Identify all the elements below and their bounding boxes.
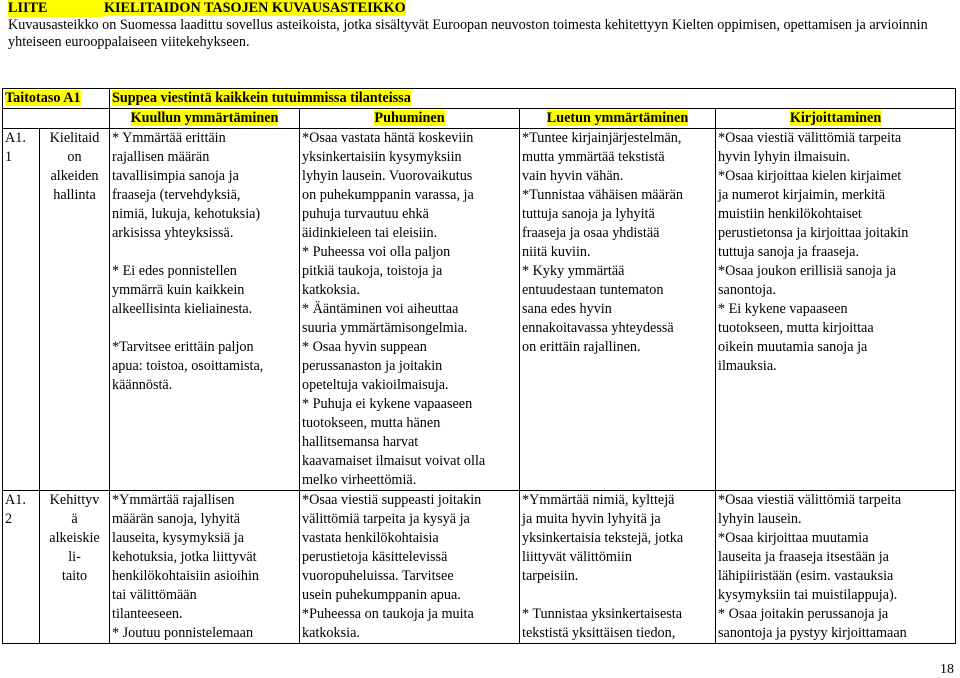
document-header <box>8 0 953 51</box>
reading-cell: *Ymmärtää nimiä, kylttejä ja muita hyvin lyhyitä ja yksinkertaisia tekstejä, jotka liittyvät välittömiin tarpeisiin. * Tunnistaa yksinkertaisesta tekstistä yksittäisen tiedon, <box>520 491 716 644</box>
reading-cell: *Tuntee kirjainjärjestelmän, mutta ymmärtää tekstistä vain hyvin vähän. *Tunnistaa vähäisen määrän tuttuja sanoja ja lyhyitä fraaseja ja osaa yhdistää niitä kuviin. * Kyky ymmärtää entuudestaan tuntematon sana edes hyvin ennakoitavassa yhteydessä on erittäin rajallinen. <box>520 129 716 491</box>
writing-cell: *Osaa viestiä välittömiä tarpeita hyvin lyhyin ilmaisuin. *Osaa kirjoittaa kielen kirjaimet ja numerot kirjaimin, merkitä muistiin henkilökohtaiset perustietonsa ja kirjoittaa joitakin tuttuja sanoja ja fraaseja. *Osaa joukon erillisiä sanoja ja sanontoja. * Ei kykene vapaaseen tuotokseen, mutta kirjoittaa oikein muutamia sanoja ja ilmauksia. <box>716 129 956 491</box>
level-code: A1. 1 <box>3 129 40 491</box>
level-header-row <box>3 89 956 109</box>
blank-header-cell <box>3 109 110 129</box>
listening-cell: * Ymmärtää erittäin rajallisen määrän tavallisimpia sanoja ja fraaseja (tervehdyksiä, nimiä, lukuja, kehotuksia) arkisissa yhteyksissä. * Ei edes ponnistellen ymmärrä kuin kaikkein alkeellisinta kieliainesta. *Tarvitsee erittäin paljon apua: toistoa, osoittamista, käännöstä. <box>110 129 300 491</box>
speaking-cell: *Osaa vastata häntä koskeviin yksinkertaisiin kysymyksiin lyhyin lausein. Vuorovaikutus on puhekumppanin varassa, ja puhuja turvautuu ehkä äidinkieleen tai eleisiin. * Puheessa voi olla paljon pitkiä taukoja, toistoja ja katkoksia. * Ääntäminen voi aiheuttaa suuria ymmärtämisongelmia. * Osaa hyvin suppean perussanaston ja joitakin opeteltuja vakioilmaisuja. * Puhuja ei kykene vapaaseen tuotokseen, mutta hänen hallitsemansa harvat kaavamaiset ilmaisut voivat olla melko virheettömiä. <box>300 129 520 491</box>
column-header-listening: Kuullun ymmärtäminen <box>110 109 300 129</box>
level-description-cell <box>110 89 956 109</box>
level-description: Suppea viestintä kaikkein tutuimmissa tilanteissa <box>112 90 411 106</box>
level-header-cell <box>3 89 110 109</box>
writing-cell: *Osaa viestiä välittömiä tarpeita lyhyin lausein. *Osaa kirjoittaa muutamia lauseita ja fraaseja itsestään ja lähipiiristään (esim. vastauksia kysymyksiin tai muistilappuja). * Osaa joitakin perussanoja ja sanontoja ja pystyy kirjoittamaan <box>716 491 956 644</box>
level-name: Kielitaid on alkeiden hallinta <box>40 129 110 491</box>
skill-header-row <box>3 109 956 129</box>
level-code: A1. 2 <box>3 491 40 644</box>
speaking-cell: *Osaa viestiä suppeasti joitakin välittömiä tarpeita ja kysyä ja vastata henkilökohtaisia perustietoja käsittelevissä vuoropuheluissa. Tarvitsee usein puhekumppanin apua. *Puheessa on taukoja ja muita katkoksia. <box>300 491 520 644</box>
column-header-reading: Luetun ymmärtäminen <box>520 109 716 129</box>
intro-paragraph: Kuvausasteikko on Suomessa laadittu sovellus asteikoista, jotka sisältyvät Euroopan neuvoston toimesta kehitettyyn Kielten oppimisen, opettamisen ja arvioinnin yhteiseen eurooppalaiseen viitekehykseen. <box>8 17 928 50</box>
level-header: Taitotaso A1 <box>5 90 81 106</box>
table-row <box>3 129 956 491</box>
level-table <box>2 88 956 644</box>
document-title <box>8 0 953 17</box>
listening-cell: *Ymmärtää rajallisen määrän sanoja, lyhyitä lauseita, kysymyksiä ja kehotuksia, jotka liittyvät henkilökohtaisiin asioihin tai välittömään tilanteeseen. * Joutuu ponnistelemaan <box>110 491 300 644</box>
title-text: KIELITAIDON TASOJEN KUVAUSASTEIKKO <box>104 0 406 16</box>
table-row <box>3 491 956 644</box>
column-header-writing: Kirjoittaminen <box>716 109 956 129</box>
column-header-speaking: Puhuminen <box>300 109 520 129</box>
page-number: 18 <box>940 662 954 677</box>
level-name: Kehittyv ä alkeiskie li- taito <box>40 491 110 644</box>
appendix-label: LIITE <box>8 0 104 17</box>
